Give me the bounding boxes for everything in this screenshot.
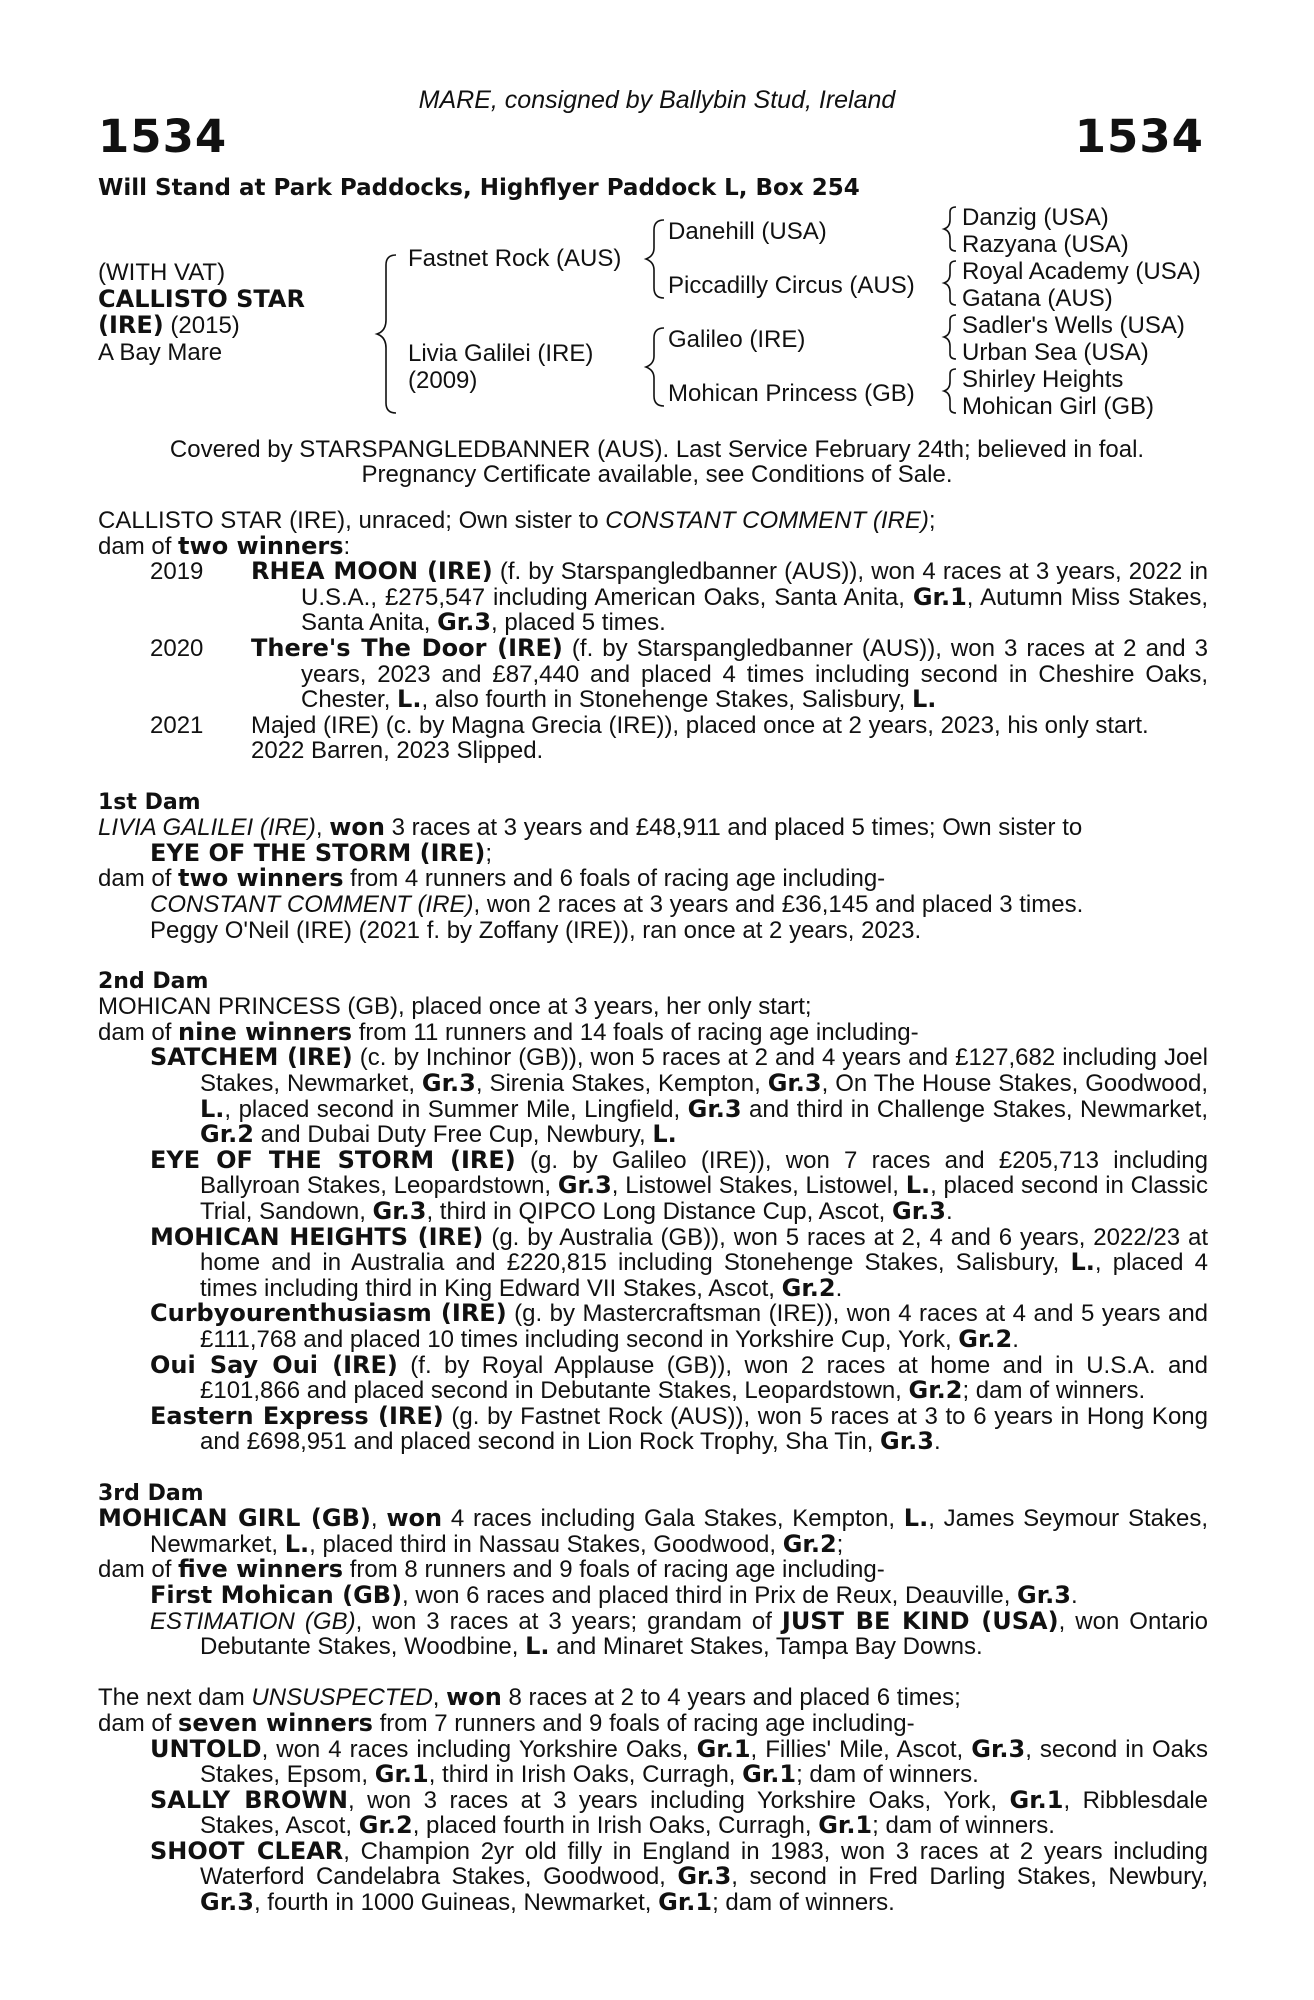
horse-country-year <box>98 311 240 340</box>
offspring-name: UNTOLD <box>150 1734 262 1763</box>
dam-dam: Mohican Princess (GB) <box>668 380 915 407</box>
grade-badge: Gr.3 <box>687 1094 742 1123</box>
produce-detail: , Autumn Miss Stakes, Santa Anita, <box>301 583 1209 637</box>
offspring-detail: , won 3 races at 3 years; grandam of <box>355 1607 782 1635</box>
produce-2020 <box>98 633 1208 714</box>
dam2-produce-line <box>98 1017 1208 1046</box>
next-dam-detail: 8 races at 2 to 4 years and placed 6 times; <box>501 1684 961 1712</box>
grade-badge: Gr.1 <box>696 1734 751 1763</box>
offspring-detail: . <box>1070 1581 1078 1609</box>
pregnancy-line: Pregnancy Certificate available, see Conditions of Sale. <box>361 461 953 488</box>
produce-name: RHEA MOON (IRE) <box>251 557 493 586</box>
offspring-detail: . <box>945 1198 953 1226</box>
dam1-won: won <box>329 813 385 842</box>
ped-dsd: Urban Sea (USA) <box>962 339 1149 366</box>
produce-year: 2020 <box>150 634 204 662</box>
dam3-name: MOHICAN GIRL (GB) <box>98 1504 371 1533</box>
dam1-offspring-1 <box>98 892 1208 918</box>
dam3-won: won <box>386 1504 443 1533</box>
offspring-detail: ; dam of winners. <box>796 1761 979 1789</box>
offspring-name: ESTIMATION (GB) <box>150 1607 356 1635</box>
dam3-produce-line <box>98 1557 1208 1583</box>
produce-text <box>251 633 1208 714</box>
grade-badge: Gr.3 <box>880 1427 934 1456</box>
offspring-detail: (g. by Fastnet Rock (AUS)), won 5 races at 3 to 6 years in Hong Kong and £698,951 and placed second in Lion Rock Trophy, Sha Tin, <box>200 1402 1208 1456</box>
produce-barren: 2022 Barren, 2023 Slipped. <box>251 737 544 765</box>
offspring-eastern-express <box>98 1401 1208 1456</box>
grade-badge: Gr.1 <box>1009 1785 1064 1814</box>
offspring-detail: , won 3 races at 3 years including Yorkshire Oaks, York, <box>347 1786 1010 1814</box>
dam: Livia Galilei (IRE) <box>408 340 594 367</box>
lot-number-right: 1534 <box>1074 110 1204 163</box>
grade-badge: Gr.3 <box>372 1197 427 1226</box>
dam1-sister: EYE OF THE STORM (IRE) <box>150 838 486 867</box>
produce-detail: , placed 5 times. <box>491 609 666 637</box>
grade-badge: Gr.1 <box>374 1760 429 1789</box>
offspring-name: Curbyourenthusiasm (IRE) <box>150 1299 507 1328</box>
produce-2019 <box>98 559 1208 636</box>
next-dam-name: UNSUSPECTED <box>251 1684 433 1712</box>
offspring-name: MOHICAN HEIGHTS (IRE) <box>150 1222 484 1251</box>
dam1-produce-line <box>98 866 1208 892</box>
offspring-detail: and third in Challenge Stakes, Newmarket, <box>741 1095 1208 1123</box>
offspring-detail: . <box>933 1428 941 1456</box>
offspring-name: SATCHEM (IRE) <box>150 1043 353 1072</box>
horse-country: (IRE) <box>98 311 164 339</box>
offspring-name: First Mohican (GB) <box>150 1580 403 1609</box>
offspring-detail: ; dam of winners. <box>962 1377 1146 1405</box>
offspring-detail: , won Ontario Debutante Stakes, Woodbine, <box>200 1607 1209 1661</box>
offspring-sally-brown <box>98 1785 1208 1840</box>
dam1-name: LIVIA GALILEI (IRE) <box>98 814 316 842</box>
grade-badge: Gr.3 <box>437 608 492 637</box>
offspring-detail: , third in Irish Oaks, Curragh, <box>428 1761 743 1789</box>
dam-year: (2009) <box>408 367 478 394</box>
offspring-mohican-heights <box>98 1222 1208 1302</box>
dam1-line <box>98 815 1208 841</box>
intro-line <box>98 508 1208 534</box>
grade-badge: L. <box>905 1171 931 1200</box>
offspring-detail: , Fillies' Mile, Ascot, <box>750 1735 972 1763</box>
grade-badge: Gr.2 <box>908 1376 963 1405</box>
intro-dam-line <box>98 531 1208 560</box>
next-dam-line <box>98 1685 1208 1711</box>
offspring-detail: ; dam of winners. <box>712 1889 895 1917</box>
grade-badge: Gr.2 <box>200 1120 254 1149</box>
offspring-detail: (g. by Mastercraftsman (IRE)), won 4 races at 4 and 5 years and £111,768 and placed 10 times including second in Yorkshire Cup, York, <box>200 1300 1209 1353</box>
next-dam-runners: from 7 runners and 9 foals of racing age including- <box>372 1709 915 1737</box>
offspring-eye-of-the-storm <box>98 1145 1209 1226</box>
offspring-name: Oui Say Oui (IRE) <box>150 1350 398 1379</box>
offspring-detail: , Sirenia Stakes, Kempton, <box>475 1070 768 1098</box>
intro-colon: : <box>343 532 351 560</box>
sire: Fastnet Rock (AUS) <box>408 245 622 272</box>
offspring-name: SALLY BROWN <box>150 1785 348 1814</box>
dam3-punct: , <box>370 1505 387 1533</box>
brace-dd <box>944 369 956 413</box>
dam3-detail: ; <box>836 1530 844 1558</box>
ped-ddd: Mohican Girl (GB) <box>962 393 1155 420</box>
next-dam-winners: seven winners <box>178 1708 373 1737</box>
offspring-detail: , second in Oaks Stakes, Epsom, <box>200 1735 1209 1789</box>
grade-badge: L. <box>200 1094 225 1123</box>
grade-badge: Gr.1 <box>818 1811 873 1840</box>
produce-2021 <box>98 713 1208 764</box>
dam1-dam-of: dam of <box>98 865 179 893</box>
dam3-winners: five winners <box>178 1555 344 1584</box>
dam1-detail: 3 races at 3 years and £48,911 and placed 5 times; Own sister to <box>384 814 1083 842</box>
ped-dds: Shirley Heights <box>962 366 1124 393</box>
offspring-satchem <box>98 1045 1208 1147</box>
grade-badge: L. <box>1070 1248 1095 1277</box>
catalogue-body <box>98 508 1208 1916</box>
offspring-untold <box>98 1734 1209 1789</box>
dam1-heading: 1st Dam <box>98 789 201 815</box>
next-dam-label: The next dam <box>98 1684 252 1712</box>
produce-year: 2019 <box>150 558 204 586</box>
grade-badge: Gr.2 <box>358 1811 413 1840</box>
offspring-detail: , won 4 races including Yorkshire Oaks, <box>261 1735 697 1763</box>
brace-dam <box>646 328 664 406</box>
offspring-detail: , placed 4 times including third in King Edward VII Stakes, Ascot, <box>200 1249 1208 1302</box>
offspring-detail: (g. by Australia (GB)), won 5 races at 2, 4 and 6 years, 2022/23 at home and in Australia and £220,815 including Stonehenge Stakes, Salisbury, <box>200 1223 1208 1277</box>
dam3-dam-of: dam of <box>98 1556 179 1584</box>
dam1-winners: two winners <box>178 864 344 893</box>
intro-punct: ; <box>928 507 936 534</box>
grade-badge: Gr.3 <box>892 1197 946 1226</box>
dam2-winners: nine winners <box>178 1017 353 1046</box>
intro-winners: two winners <box>178 531 344 560</box>
dam3-detail: , placed third in Nassau Stakes, Goodwood, <box>309 1530 783 1558</box>
dam1-offspring-2: Peggy O'Neil (IRE) (2021 f. by Zoffany (IRE)), ran once at 2 years, 2023. <box>150 916 922 944</box>
horse-year: (2015) <box>170 312 240 339</box>
ped-ssd: Razyana (USA) <box>962 231 1129 258</box>
grade-badge: Gr.1 <box>912 582 967 611</box>
dam1-runners: from 4 runners and 6 foals of racing age including- <box>343 865 886 893</box>
grade-badge: Gr.3 <box>971 1734 1026 1763</box>
grade-badge: Gr.3 <box>557 1171 612 1200</box>
produce-text <box>251 713 1208 764</box>
offspring-detail: , second in Fred Darling Stakes, Newbury, <box>731 1863 1208 1891</box>
dam-sire: Galileo (IRE) <box>668 326 806 353</box>
offspring-detail: , Champion 2yr old filly in England in 1983, won 3 races at 2 years including Waterford Candelabra Stakes, Goodwood, <box>200 1837 1208 1891</box>
offspring-detail: , On The House Stakes, Goodwood, <box>821 1070 1209 1098</box>
dam3-runners: from 8 runners and 9 foals of racing age including- <box>343 1556 885 1584</box>
dam2-dam-of: dam of <box>98 1018 179 1046</box>
next-dam-punct: , <box>432 1684 447 1712</box>
lot-number-left: 1534 <box>98 110 228 163</box>
offspring-detail: . <box>1012 1326 1019 1353</box>
offspring-estimation <box>98 1606 1209 1661</box>
produce-detail: , also fourth in Stonehenge Stakes, Salisbury, <box>421 686 912 714</box>
produce-detail: (f. by Starspangledbanner (AUS)), won 4 races at 3 years, 2022 in U.S.A., £275,547 including American Oaks, Santa Anita, <box>301 558 1209 611</box>
produce-detail: (f. by Starspangledbanner (AUS)), won 3 races at 2 and 3 years, 2023 and £87,440 and placed 4 times including second in Cheshire Oaks, Chester, <box>301 634 1208 714</box>
offspring-detail: , third in QIPCO Long Distance Cup, Ascot, <box>426 1198 893 1226</box>
offspring-name: Eastern Express (IRE) <box>150 1401 444 1430</box>
intro-text: CALLISTO STAR (IRE), unraced; Own sister to <box>98 507 606 534</box>
produce-name: There's The Door (IRE) <box>251 633 563 662</box>
grade-badge: Gr.3 <box>421 1069 476 1098</box>
produce-year: 2021 <box>150 711 204 739</box>
next-dam-dam-of: dam of <box>98 1709 179 1737</box>
offspring-detail: , placed second in Classic Trial, Sandown, <box>200 1172 1209 1226</box>
offspring-detail: , Ribblesdale Stakes, Ascot, <box>200 1786 1208 1840</box>
dam1-sister-line <box>98 838 1208 867</box>
grade-badge: Gr.3 <box>200 1888 254 1917</box>
brace-gen1 <box>377 255 396 413</box>
intro-dam-of: dam of <box>98 532 179 560</box>
offspring-detail: . <box>835 1274 843 1302</box>
offspring-detail: (g. by Galileo (IRE)), won 7 races and £205,713 including Ballyroan Stakes, Leopardstown, <box>200 1146 1208 1200</box>
offspring-name: SHOOT CLEAR <box>150 1836 344 1865</box>
grade-badge: Gr.2 <box>958 1325 1013 1353</box>
offspring-detail: ; dam of winners. <box>872 1812 1055 1840</box>
offspring-oui-say-oui <box>98 1350 1209 1405</box>
dam1-punct: , <box>315 814 330 842</box>
dam2-line: MOHICAN PRINCESS (GB), placed once at 3 years, her only start; <box>98 993 812 1021</box>
dam2-runners: from 11 runners and 14 foals of racing age including- <box>352 1018 919 1046</box>
stand-location: Will Stand at Park Paddocks, Highflyer Paddock L, Box 254 <box>98 175 860 201</box>
grade-badge: L. <box>911 685 937 714</box>
ped-sds: Royal Academy (USA) <box>962 258 1201 285</box>
grade-badge: L. <box>284 1529 310 1558</box>
grade-badge: Gr.2 <box>782 1529 837 1558</box>
sire-dam: Piccadilly Circus (AUS) <box>668 272 915 299</box>
brace-sire <box>646 220 664 298</box>
grade-badge: L. <box>652 1120 677 1149</box>
dam1-punct: ; <box>485 839 493 867</box>
grade-badge: Gr.2 <box>781 1273 836 1302</box>
offspring-first-mohican <box>98 1580 1208 1609</box>
dam3-line <box>98 1506 1208 1557</box>
ped-dss: Sadler's Wells (USA) <box>962 312 1185 339</box>
produce-text <box>251 559 1208 636</box>
grade-badge: Gr.3 <box>767 1069 822 1098</box>
grand-offspring-name: JUST BE KIND (USA) <box>781 1606 1059 1635</box>
ped-sss: Danzig (USA) <box>962 204 1109 231</box>
offspring-shoot-clear <box>98 1836 1208 1917</box>
consignment-line: MARE, consigned by Ballybin Stud, Ireland <box>418 86 896 114</box>
ped-sdd: Gatana (AUS) <box>962 285 1113 312</box>
offspring-curbyourenthusiasm <box>98 1301 1208 1352</box>
dam3-detail: 4 races including Gala Stakes, Kempton, <box>442 1505 904 1533</box>
offspring-detail: , fourth in 1000 Guineas, Newmarket, <box>253 1889 659 1917</box>
grade-badge: L. <box>397 685 422 714</box>
brace-ds <box>944 315 956 359</box>
sire-sire: Danehill (USA) <box>668 218 827 245</box>
offspring-detail: , placed second in Summer Mile, Lingfield, <box>224 1095 688 1123</box>
next-dam-won: won <box>446 1683 502 1712</box>
horse-description: A Bay Mare <box>98 339 223 366</box>
horse-name: CALLISTO STAR <box>98 285 305 313</box>
dam3-heading: 3rd Dam <box>98 1480 204 1506</box>
offspring-detail: , won 2 races at 3 years and £36,145 and placed 3 times. <box>473 890 1084 918</box>
grade-badge: Gr.1 <box>742 1760 797 1789</box>
grade-badge: Gr.1 <box>658 1888 713 1917</box>
next-dam-produce-line <box>98 1708 1208 1737</box>
grade-badge: L. <box>525 1632 550 1661</box>
vat-label: (WITH VAT) <box>98 259 226 286</box>
offspring-detail: and Dubai Duty Free Cup, Newbury, <box>253 1121 653 1149</box>
offspring-detail: , placed fourth in Irish Oaks, Curragh, <box>412 1812 819 1840</box>
dam2-heading: 2nd Dam <box>98 968 209 994</box>
produce-detail: Majed (IRE) (c. by Magna Grecia (IRE)), placed once at 2 years, 2023, his only start. <box>251 711 1149 739</box>
offspring-detail: and Minaret Stakes, Tampa Bay Downs. <box>549 1633 983 1661</box>
dam3-detail: , James Seymour Stakes, Newmarket, <box>150 1505 1209 1558</box>
offspring-name: CONSTANT COMMENT (IRE) <box>150 890 474 918</box>
grade-badge: L. <box>903 1504 929 1533</box>
offspring-detail: (c. by Inchinor (GB)), won 5 races at 2 and 4 years and £127,682 including Joel Stakes, Newmarket, <box>200 1044 1208 1098</box>
offspring-name: EYE OF THE STORM (IRE) <box>150 1145 516 1174</box>
brace-sd <box>944 261 956 305</box>
grade-badge: Gr.3 <box>677 1862 732 1891</box>
intro-sister: CONSTANT COMMENT (IRE) <box>605 507 929 534</box>
brace-ss <box>944 207 956 251</box>
covered-line: Covered by STARSPANGLEDBANNER (AUS). Last Service February 24th; believed in foal. <box>169 436 1145 463</box>
grade-badge: Gr.3 <box>1017 1580 1071 1609</box>
offspring-detail: , won 6 races and placed third in Prix de Reux, Deauville, <box>402 1581 1018 1609</box>
offspring-detail: , Listowel Stakes, Listowel, <box>611 1172 906 1200</box>
offspring-detail: (f. by Royal Applause (GB)), won 2 races at home and in U.S.A. and £101,866 and placed second in Debutante Stakes, Leopardstown, <box>200 1351 1209 1405</box>
